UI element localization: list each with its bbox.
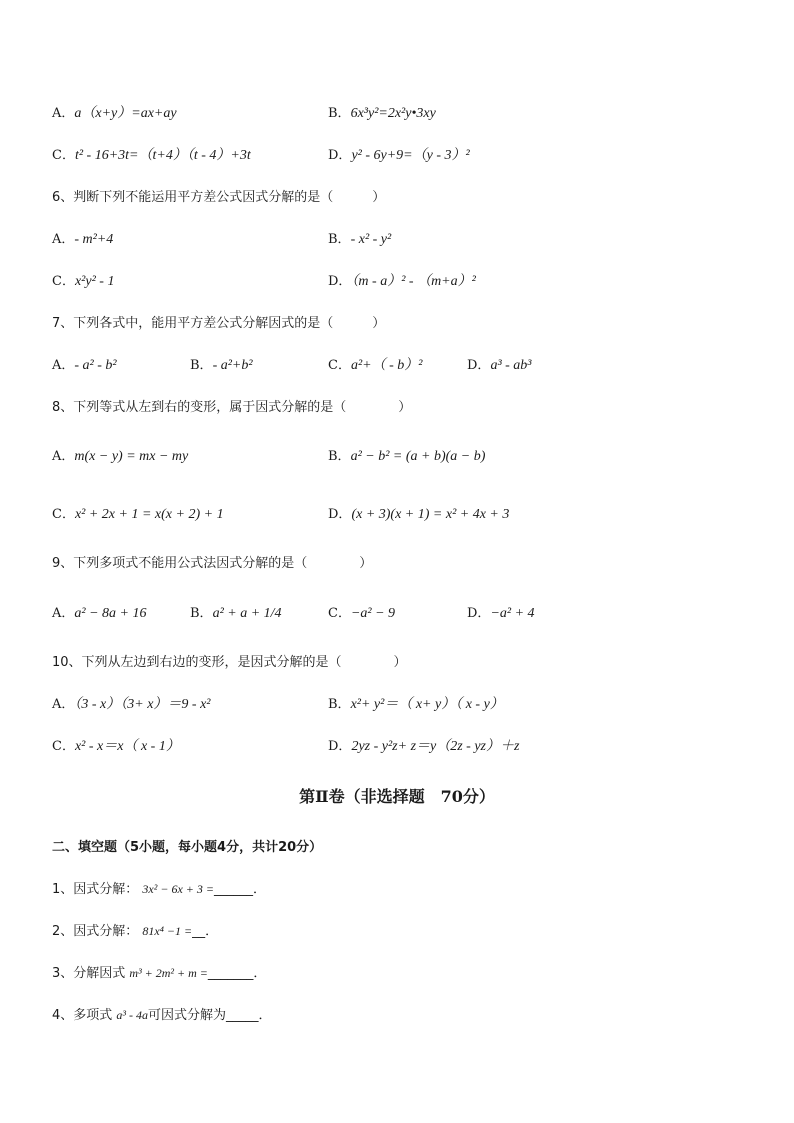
option-expr: t² - 16+3t=（t+4）（t - 4）+3t bbox=[74, 148, 251, 163]
option-expr: a² + a + 1/4 bbox=[212, 606, 282, 621]
option-expr: a²+（ - b）² bbox=[350, 358, 423, 373]
option-label: D． bbox=[328, 739, 352, 754]
q5-option-d[interactable] bbox=[328, 144, 470, 164]
option-label: B． bbox=[328, 106, 351, 121]
option-expr: a² − 8a + 16 bbox=[74, 606, 147, 621]
option-label: B． bbox=[328, 232, 351, 247]
option-expr: - a²+b² bbox=[212, 358, 253, 373]
q7-options-row bbox=[0, 354, 794, 374]
q5-option-c[interactable] bbox=[52, 144, 251, 164]
q9-options-row bbox=[0, 602, 794, 622]
fill-item-4 bbox=[52, 1004, 272, 1023]
q7-option-a[interactable] bbox=[52, 354, 117, 374]
option-expr: （m - a）² - （m+a）² bbox=[351, 274, 476, 289]
option-expr: x² + 2x + 1 = x(x + 2) + 1 bbox=[74, 507, 224, 522]
q10-options-row-2 bbox=[0, 735, 794, 755]
option-label: A． bbox=[52, 697, 75, 712]
option-expr: a（x+y）=ax+ay bbox=[74, 106, 177, 121]
option-expr: a³ - ab³ bbox=[490, 358, 532, 373]
q8-option-c[interactable] bbox=[52, 503, 224, 523]
option-expr: a² − b² = (a + b)(a − b) bbox=[350, 449, 486, 464]
q8-options-row-2 bbox=[0, 503, 794, 523]
fill-item-2 bbox=[52, 920, 218, 939]
option-label: C． bbox=[328, 358, 351, 373]
q9-stem: 9、下列多项式不能用公式法因式分解的是（ ） bbox=[52, 556, 373, 571]
option-expr: m(x − y) = mx − my bbox=[74, 449, 189, 464]
option-label: A． bbox=[52, 358, 75, 373]
q6-stem: 6、判断下列不能运用平方差公式因式分解的是（ ） bbox=[52, 190, 386, 205]
item-suffix: ． bbox=[253, 966, 267, 981]
part-2-title: 第Ⅱ卷（非选择题 70分） bbox=[299, 787, 495, 806]
item-expr: 3x² − 6x + 3 = bbox=[142, 882, 214, 896]
answer-blank[interactable]: __ bbox=[192, 924, 206, 939]
q10-option-d[interactable] bbox=[328, 735, 519, 755]
option-expr: (x + 3)(x + 1) = x² + 4x + 3 bbox=[351, 507, 510, 522]
q8-option-b[interactable] bbox=[328, 445, 485, 465]
option-label: A． bbox=[52, 106, 75, 121]
option-expr: y² - 6y+9=（y - 3）² bbox=[351, 148, 470, 163]
option-label: C． bbox=[52, 739, 75, 754]
q9-option-c[interactable] bbox=[328, 602, 395, 622]
answer-blank[interactable]: _______ bbox=[207, 966, 254, 981]
q7-option-c[interactable] bbox=[328, 354, 422, 374]
item-suffix: ． bbox=[252, 882, 266, 897]
q5-option-b[interactable] bbox=[328, 102, 436, 122]
q5-options-row-1 bbox=[0, 102, 794, 122]
option-label: B． bbox=[328, 449, 351, 464]
fill-item-3 bbox=[52, 962, 266, 981]
q9-option-d[interactable] bbox=[467, 602, 535, 622]
item-prefix: 2、因式分解： bbox=[52, 924, 139, 939]
item-suffix: ． bbox=[205, 924, 219, 939]
option-expr: x²+ y²＝（ x+ y）（ x - y） bbox=[350, 697, 504, 712]
option-label: B． bbox=[190, 358, 213, 373]
q10-option-a[interactable] bbox=[52, 693, 211, 713]
option-expr: −a² + 4 bbox=[490, 606, 535, 621]
option-expr: −a² − 9 bbox=[350, 606, 396, 621]
q6-option-d[interactable] bbox=[328, 270, 476, 290]
item-expr: a³ - 4a bbox=[116, 1008, 148, 1022]
option-expr: - a² - b² bbox=[74, 358, 117, 373]
item-expr: 81x⁴ −1 = bbox=[142, 924, 193, 938]
option-label: D． bbox=[328, 148, 352, 163]
q10-options-row-1 bbox=[0, 693, 794, 713]
option-label: A． bbox=[52, 232, 75, 247]
fill-in-section-heading: 二、填空题（5小题，每小题4分，共计20分） bbox=[52, 840, 323, 855]
option-expr: 2yz - y²z+ z＝y（2z - yz）＋z bbox=[351, 739, 520, 754]
option-expr: - m²+4 bbox=[74, 232, 114, 247]
q6-option-c[interactable] bbox=[52, 270, 114, 290]
fill-item-1 bbox=[52, 878, 266, 897]
answer-blank[interactable]: _____ bbox=[226, 1008, 259, 1023]
option-label: D． bbox=[467, 606, 491, 621]
q8-stem: 8、下列等式从左到右的变形，属于因式分解的是（ ） bbox=[52, 400, 412, 415]
q10-option-c[interactable] bbox=[52, 735, 180, 755]
item-prefix: 1、因式分解： bbox=[52, 882, 139, 897]
q6-options-row-2 bbox=[0, 270, 794, 290]
option-expr: 6x³y²=2x²y•3xy bbox=[350, 106, 436, 121]
option-label: C． bbox=[52, 274, 75, 289]
q6-option-a[interactable] bbox=[52, 228, 113, 248]
q8-options-row-1 bbox=[0, 445, 794, 465]
q5-options-row-2 bbox=[0, 144, 794, 164]
q9-option-a[interactable] bbox=[52, 602, 146, 622]
item-prefix: 4、多项式 bbox=[52, 1008, 117, 1023]
item-expr: m³ + 2m² + m = bbox=[129, 966, 208, 980]
option-label: C． bbox=[52, 148, 75, 163]
q10-stem: 10、下列从左边到右边的变形，是因式分解的是（ ） bbox=[52, 655, 407, 670]
option-label: C． bbox=[52, 507, 75, 522]
option-label: D． bbox=[328, 507, 352, 522]
q9-option-b[interactable] bbox=[190, 602, 282, 622]
q7-option-d[interactable] bbox=[467, 354, 532, 374]
answer-blank[interactable]: ______ bbox=[213, 882, 253, 897]
option-label: A． bbox=[52, 449, 75, 464]
option-expr: x²y² - 1 bbox=[74, 274, 115, 289]
option-label: D． bbox=[328, 274, 352, 289]
item-prefix: 3、分解因式 bbox=[52, 966, 130, 981]
q10-option-b[interactable] bbox=[328, 693, 504, 713]
q8-option-d[interactable] bbox=[328, 503, 509, 523]
q8-option-a[interactable] bbox=[52, 445, 188, 465]
option-label: B． bbox=[328, 697, 351, 712]
q6-option-b[interactable] bbox=[328, 228, 391, 248]
item-middle: 可因式分解为 bbox=[148, 1008, 227, 1023]
q7-stem: 7、下列各式中，能用平方差公式分解因式的是（ ） bbox=[52, 316, 386, 331]
option-label: D． bbox=[467, 358, 491, 373]
option-expr: x² - x＝x（ x - 1） bbox=[74, 739, 180, 754]
q7-option-b[interactable] bbox=[190, 354, 253, 374]
q6-options-row-1 bbox=[0, 228, 794, 248]
q5-option-a[interactable] bbox=[52, 102, 177, 122]
option-expr: - x² - y² bbox=[350, 232, 392, 247]
option-label: A． bbox=[52, 606, 75, 621]
option-expr: （3 - x）（3+ x）＝9 - x² bbox=[74, 697, 211, 712]
item-suffix: ． bbox=[258, 1008, 272, 1023]
option-label: C． bbox=[328, 606, 351, 621]
option-label: B． bbox=[190, 606, 213, 621]
